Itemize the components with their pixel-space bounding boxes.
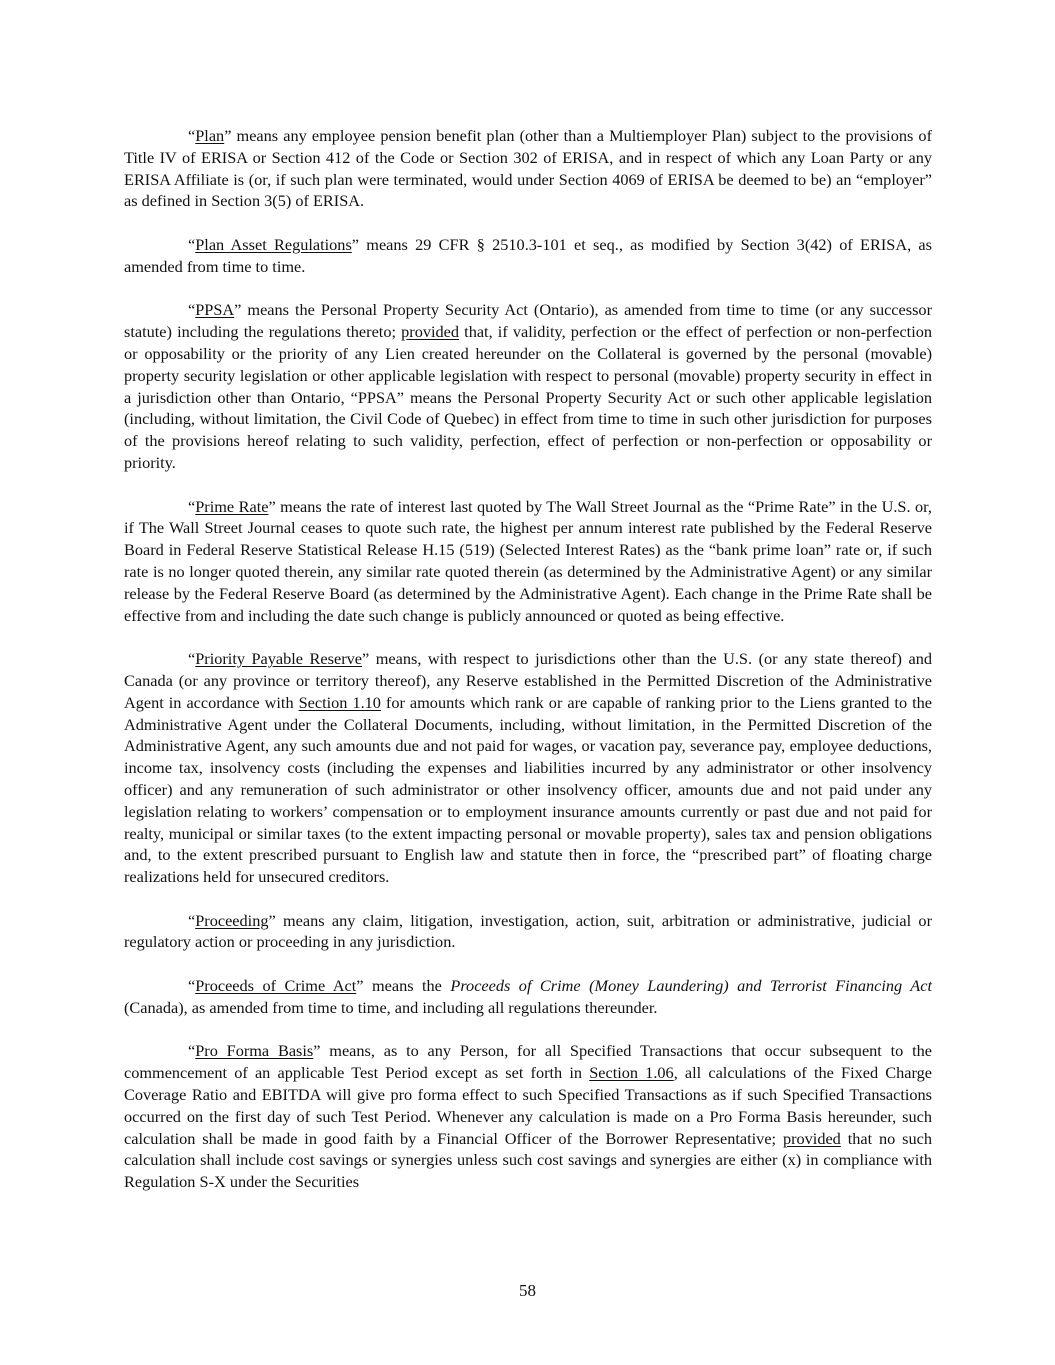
definition-ppsa: “PPSA” means the Personal Property Security Act (Ontario), as amended from time to time (or any successor statute) including the regulations thereto; provided that, if validity, perfection or the effect of perfection or non-perfection or opposability or the priority of any Lien created hereunder on the Collateral is governed by the personal (movable) property security legislation or other applicable legislation with respect to personal (movable) property security in effect in a jurisdiction other than Ontario, “PPSA” means the Personal Property Security Act or such other applicable legislation (including, without limitation, the Civil Code of Quebec) in effect from time to time in such other jurisdiction for purposes of the provisions hereof relating to such validity, perfection, effect of perfection or non-perfection or opposability or priority. — [124, 300, 933, 472]
definition-priority-payable-reserve: “Priority Payable Reserve” means, with respect to jurisdictions other than the U.S. (or any state thereof) and Canada (or any province or territory thereof), any Reserve established in the Permitted Discretion of the Administrative Agent in accordance with Section 1.10 for amounts which rank or are capable of ranking prior to the Liens granted to the Administrative Agent under the Collateral Documents, including, without limitation, in the Permitted Discretion of the Administrative Agent, any such amounts due and not paid for wages, or vacation pay, severance pay, employee deductions, income tax, insolvency costs (including the expenses and liabilities incurred by any administrator or other insolvency officer) and any remuneration of such administrator or other insolvency officer, amounts due and not paid under any legislation relating to workers’ compensation or to employment insurance amounts currently or past due and not paid for realty, municipal or similar taxes (to the extent impacting personal or movable property), sales tax and pension obligations and, to the extent prescribed pursuant to English law and statute then in force, the “prescribed part” of floating charge realizations held for unsecured creditors. — [124, 649, 932, 887]
definition-proceeding: “Proceeding” means any claim, litigation, investigation, action, suit, arbitration or administrative, judicial or regulatory action or proceeding in any jurisdiction. — [124, 910, 932, 952]
term-ppsa: PPSA — [195, 300, 235, 320]
definition-text: (Canada), as amended from time to time, and including all regulations thereunder. — [124, 997, 658, 1017]
definition-text: ” means any employee pension benefit plan (other than a Multiemployer Plan) subject to the provisions of Title IV of ERISA or Section 412 of the Code or Section 302 of ERISA, and in respect of which any Loan Party or any ERISA Affiliate is (or, if such plan were terminated, would under Section 4069 of ERISA be deemed to be) an “employer” as defined in Section 3(5) of ERISA. — [124, 126, 932, 211]
definition-text: ” means 29 CFR § 2510.3-101 et seq., as modified by Section 3(42) of ERISA, as amended from time to time. — [124, 234, 932, 276]
term-prime-rate: Prime Rate — [195, 496, 269, 516]
definition-text: ” means the rate of interest last quoted by The Wall Street Journal as the “Prime Rate” in the U.S. or, if The Wall Street Journal ceases to quote such rate, the highest per annum interest rate published by the Federal Reserve Board in Federal Reserve Statistical Release H.15 (519) (Selected Interest Rates) as the “bank prime loan” rate or, if such rate is no longer quoted therein, any similar rate quoted therein (as determined by the Administrative Agent) or any similar release by the Federal Reserve Board (as determined by the Administrative Agent). Each change in the Prime Rate shall be effective from and including the date such change is publicly announced or quoted as being effective. — [124, 496, 932, 625]
page-number: 58 — [519, 1281, 536, 1300]
definition-text: , all calculations of the Fixed Charge Coverage Ratio and EBITDA will give pro forma effect to such Specified Transactions as if such Specified Transactions occurred on the first day of such Test Period. Whenever any calculation is made on a Pro Forma Basis hereunder, such calculation shall be made in good faith by a Financial Officer of the Borrower Representative; — [124, 1063, 932, 1148]
definition-text: ” means any claim, litigation, investigation, action, suit, arbitration or administrative, judicial or regulatory action or proceeding in any jurisdiction. — [124, 910, 932, 952]
definition-plan-asset-regulations: “Plan Asset Regulations” means 29 CFR § 2510.3-101 et seq., as modified by Section 3(42) of ERISA, as amended from time to time. — [124, 234, 932, 276]
definition-text: that, if validity, perfection or the effect of perfection or non-perfection or opposability or the priority of any Lien created hereunder on the Collateral is governed by the personal (movable) property security legislation or other applicable legislation with respect to personal (movable) property security in effect in a jurisdiction other than Ontario, “PPSA” means the Personal Property Security Act or such other applicable legislation (including, without limitation, the Civil Code of Quebec) in effect from time to time in such other jurisdiction for purposes of the provisions hereof relating to such validity, perfection, effect of perfection or non-perfection or opposability or priority. — [124, 322, 933, 472]
term-pro-forma-basis: Pro Forma Basis — [195, 1041, 314, 1061]
act-title-italic: Proceeds of Crime (Money Laundering) and Terrorist Financing Act — [450, 976, 932, 996]
term-plan-asset-regulations: Plan Asset Regulations — [195, 234, 352, 254]
section-reference-link[interactable]: Section 1.10 — [298, 692, 381, 712]
term-proceeding: Proceeding — [195, 910, 269, 930]
definition-text: ” means, as to any Person, for all Specified Transactions that occur subsequent to the commencement of an applicable Test Period except as set forth in — [124, 1041, 932, 1083]
term-plan: Plan — [195, 126, 225, 145]
definition-text: ” means the — [356, 976, 451, 996]
definition-text: ” means the Personal Property Security Act (Ontario), as amended from time to time (or any successor statute) including the regulations thereto; — [124, 300, 932, 342]
definition-text: for amounts which rank or are capable of ranking prior to the Liens granted to the Administrative Agent under the Collateral Documents, including, without limitation, in the Permitted Discretion of the Administrative Agent, any such amounts due and not paid for wages, or vacation pay, severance pay, employee deductions, income tax, insolvency costs (including the expenses and liabilities incurred by any administrator or other insolvency officer) and any remuneration of such administrator or other insolvency officer, amounts due and not paid under any legislation relating to workers’ compensation or to employment insurance amounts currently or past due and not paid for realty, municipal or similar taxes (to the extent impacting personal or movable property), sales tax and pension obligations and, to the extent prescribed pursuant to English law and statute then in force, the “prescribed part” of floating charge realizations held for unsecured creditors. — [124, 692, 932, 887]
definition-plan: “Plan” means any employee pension benefit plan (other than a Multiemployer Plan) subject to the provisions of Title IV of ERISA or Section 412 of the Code or Section 302 of ERISA, and in respect of which any Loan Party or any ERISA Affiliate is (or, if such plan were terminated, would under Section 4069 of ERISA be deemed to be) an “employer” as defined in Section 3(5) of ERISA. — [124, 126, 932, 211]
definition-text: ” means, with respect to jurisdictions other than the U.S. (or any state thereof) and Canada (or any province or territory thereof), any Reserve established in the Permitted Discretion of the Administrative Agent in accordance with — [124, 649, 932, 712]
definitions-body — [124, 125, 932, 1215]
term-priority-payable-reserve: Priority Payable Reserve — [195, 649, 362, 669]
provided-underline: provided — [401, 322, 460, 342]
definition-proceeds-of-crime-act: “Proceeds of Crime Act” means the Proceeds of Crime (Money Laundering) and Terrorist Financing Act (Canada), as amended from time to time, and including all regulations thereunder. — [124, 976, 932, 1017]
term-proceeds-of-crime-act: Proceeds of Crime Act — [195, 976, 357, 996]
definition-prime-rate: “Prime Rate” means the rate of interest last quoted by The Wall Street Journal as the “Prime Rate” in the U.S. or, if The Wall Street Journal ceases to quote such rate, the highest per annum interest rate published by the Federal Reserve Board in Federal Reserve Statistical Release H.15 (519) (Selected Interest Rates) as the “bank prime loan” rate or, if such rate is no longer quoted therein, any similar rate quoted therein (as determined by the Administrative Agent) or any similar release by the Federal Reserve Board (as determined by the Administrative Agent). Each change in the Prime Rate shall be effective from and including the date such change is publicly announced or quoted as being effective. — [124, 496, 932, 625]
provided-underline: provided — [782, 1128, 841, 1148]
section-reference-link[interactable]: Section 1.06 — [589, 1063, 674, 1083]
definition-text: that no such calculation shall include cost savings or synergies unless such cost savings and synergies are either (x) in compliance with Regulation S-X under the Securities — [124, 1128, 933, 1192]
definition-pro-forma-basis: “Pro Forma Basis” means, as to any Person, for all Specified Transactions that occur subsequent to the commencement of an applicable Test Period except as set forth in Section 1.06, all calculations of the Fixed Charge Coverage Ratio and EBITDA will give pro forma effect to such Specified Transactions as if such Specified Transactions occurred on the first day of such Test Period. Whenever any calculation is made on a Pro Forma Basis hereunder, such calculation shall be made in good faith by a Financial Officer of the Borrower Representative; provided that no such calculation shall include cost savings or synergies unless such cost savings and synergies are either (x) in compliance with Regulation S-X under the Securities — [124, 1041, 933, 1192]
